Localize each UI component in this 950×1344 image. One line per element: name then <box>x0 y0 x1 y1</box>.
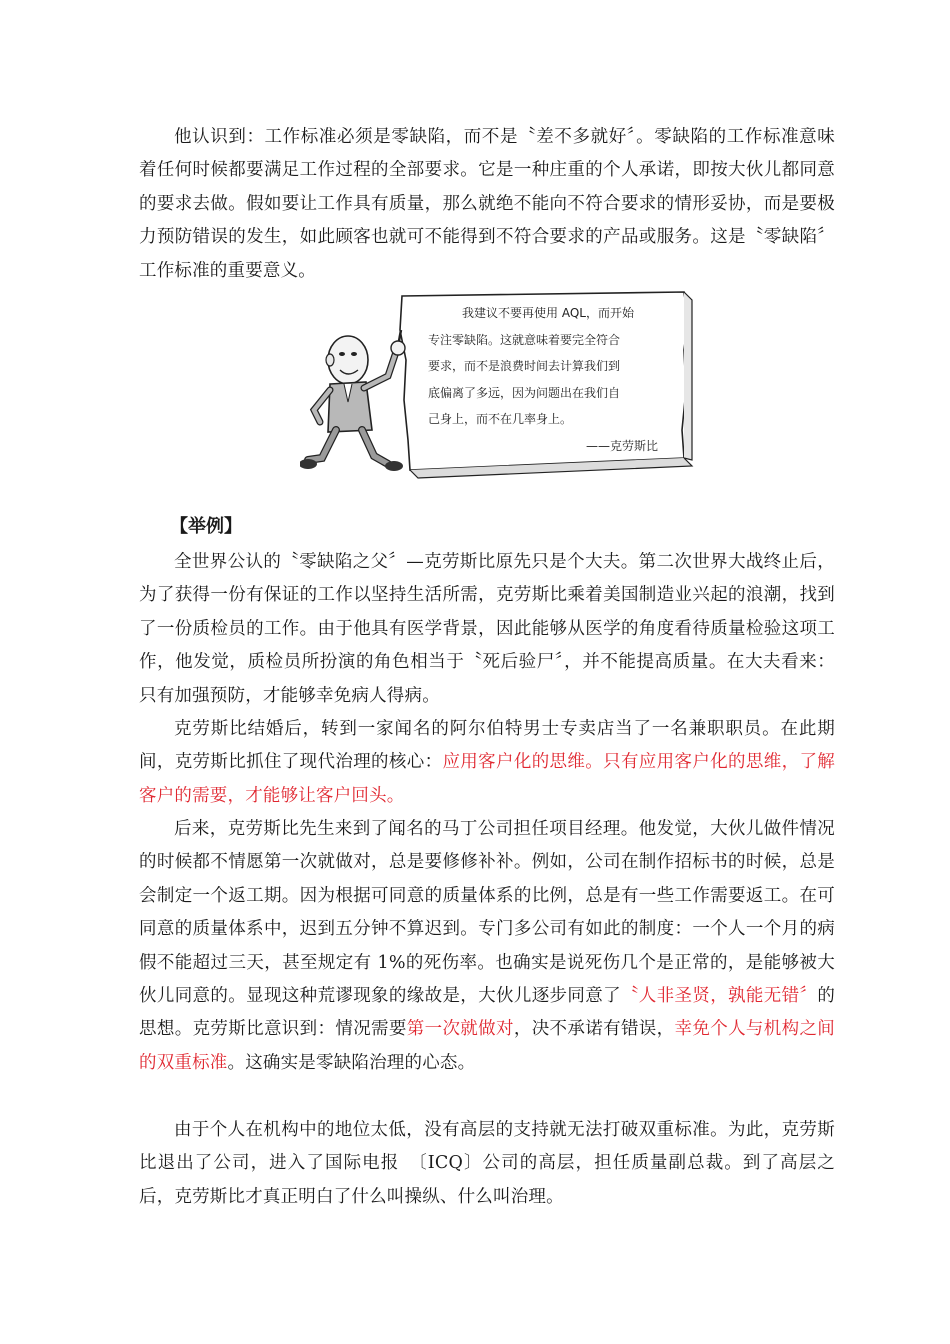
example-heading: 【举例】 <box>170 516 242 537</box>
highlight-text: 幸免个人与机构之间的双重标准 <box>139 1019 836 1073</box>
paragraph-text: 后来，克劳斯比先生来到了闻名的马丁公司担任项目经理。他发觉，大伙儿做件情况的时候都不情愿第一次就做对，总是要修修补补。例如，公司在制作招标书的时候，总是会制定一个返工期。因为根据可同意的质量体系的比例，总是有一些工作需要返工。在可同意的质量体系中，迟到五分钟不算迟到。专门多公司有如此的制度：一个人一个月的病假不能超过三天，甚至规定有 1%的死伤率。也确实是说死伤几个是正常的，是能够被大伙儿同意的。显现这种荒谬现象的缘故是，大伙儿逐步同意了 <box>139 819 835 1007</box>
example-paragraph-1: 全世界公认的〝零缺陷之父〞—克劳斯比原先只是个大夫。第二次世界大战终止后，为了获得一份有保证的工作以坚持生活所需，克劳斯比乘着美国制造业兴起的浪潮，找到了一份质检员的工作。由于他具有医学背景，因此能够从医学的角度看待质量检验这项工作，他发觉，质检员所扮演的角色相当于〝死后验尸〞，并不能提高质量。在大夫看来：只有加强预防，才能够幸免病人得病。 <box>139 552 835 706</box>
paragraph-text: 。这确实是零缺陷治理的心态。 <box>227 1052 476 1073</box>
quote-line: 底偏离了多远，因为问题出在我们自 <box>428 385 621 400</box>
running-man-icon <box>300 330 405 471</box>
quote-line: 己身上，而不在几率身上。 <box>428 412 573 426</box>
quote-line: 专注零缺陷。这就意味着要完全符合 <box>428 332 621 347</box>
intro-paragraph: 他认识到：工作标准必须是零缺陷，而不是〝差不多就好〞。零缺陷的工作标准意味着任何时候都要满足工作过程的全部要求。它是一种庄重的个人承诺，即按大伙儿都同意的要求去做。假如要让工作具有质量，那么就绝不能向不符合要求的情形妥协，而是要极力预防错误的发生，如此顾客也就可不能得到不符合要求的产品或服务。这是〝零缺陷〞工作标准的重要意义。 <box>139 127 835 281</box>
quote-text-block <box>428 300 678 459</box>
example-paragraph-2 <box>139 713 835 813</box>
highlight-text: 应用客户化的思维。只有应用客户化的思维，了解客户的需要，才能够让客户回头。 <box>139 752 835 806</box>
quote-line: 要求，而不是浪费时间去计算我们到 <box>428 359 621 373</box>
example-paragraph-4: 由于个人在机构中的地位太低，没有高层的支持就无法打破双重标准。为此，克劳斯比退出了公司，进入了国际电报 〔ICQ〕公司的高层，担任质量副总裁。到了高层之后，克劳斯比才真正明白了什么叫操纵、什么叫治理。 <box>139 1120 835 1207</box>
quote-signature: ——克劳斯比 <box>585 438 658 453</box>
highlight-text: 第一次就做对 <box>406 1019 514 1040</box>
example-paragraph-3 <box>139 813 835 1080</box>
paragraph-text: ，决不承诺有错误， <box>513 1019 675 1040</box>
quote-line: 我建议不要再使用 AQL，而开始 <box>462 306 634 320</box>
paragraph-text: 克劳斯比结婚后，转到一家闻名的阿尔伯特男士专卖店当了一名兼职职员。在此期间，克劳斯比抓住了现代治理的核心： <box>139 719 835 773</box>
paragraph-text: 的思想。克劳斯比意识到：情况需要 <box>139 986 836 1040</box>
highlight-text: 〝人非圣贤，孰能无错〞 <box>620 986 818 1007</box>
